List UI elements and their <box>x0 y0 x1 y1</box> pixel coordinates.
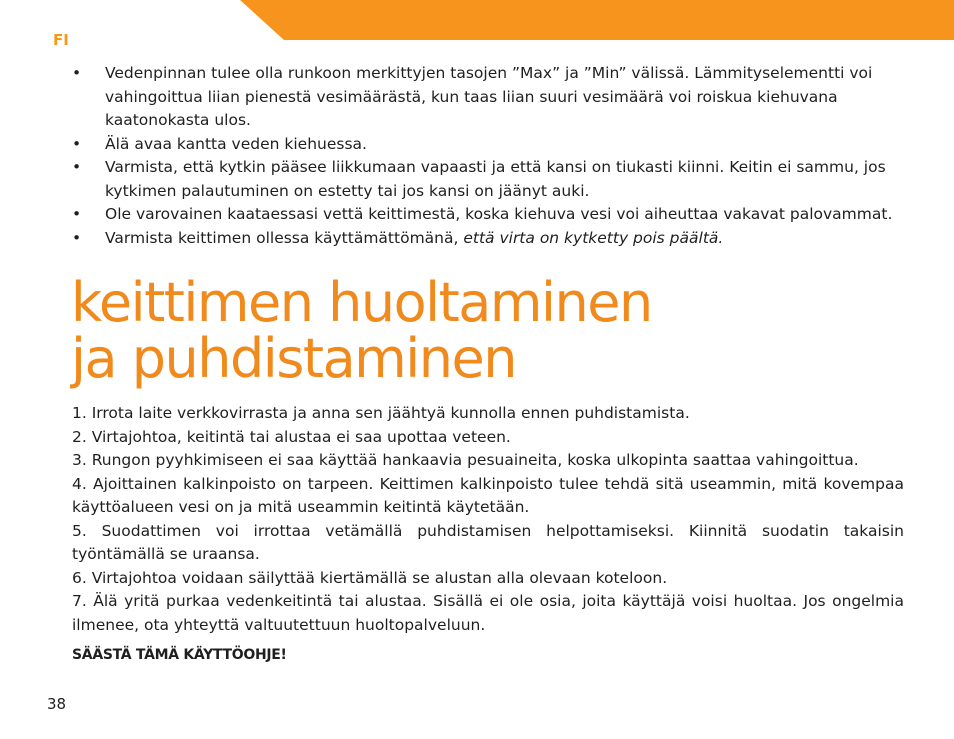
list-item <box>72 203 904 227</box>
warning-list <box>72 62 904 250</box>
header-banner <box>0 0 954 40</box>
step-item: 3. Rungon pyyhkimiseen ei saa käyttää hankaavia pesuaineita, koska ulkopinta saattaa vahingoittua. <box>72 451 859 469</box>
save-instructions-note: SÄÄSTÄ TÄMÄ KÄYTTÖOHJE! <box>72 647 287 663</box>
step-item: 7. Älä yritä purkaa vedenkeitintä tai alustaa. Sisällä ei ole osia, joita käyttäjä voisi huoltaa. Jos ongelmia ilmenee, ota yhteyttä valtuutettuun huoltopalveluun. <box>72 592 904 634</box>
warning-text: Älä avaa kantta veden kiehuessa. <box>105 134 367 153</box>
warning-text-italic: että virta on kytketty pois päältä. <box>463 228 724 247</box>
step-item: 2. Virtajohtoa, keitintä tai alustaa ei saa upottaa veteen. <box>72 427 511 446</box>
bullet-icon: • <box>72 134 82 153</box>
list-item <box>72 133 904 157</box>
warning-text: Vedenpinnan tulee olla runkoon merkittyjen tasojen ”Max” ja ”Min” välissä. Lämmityselementti voi vahingoittua liian pienestä vesimäärästä, kun taas liian suuri vesimäärä voi roiskua kiehuvana kaatonokasta ulos. <box>105 64 873 129</box>
list-item <box>72 156 904 203</box>
bullet-icon: • <box>72 64 82 82</box>
section-title-line-1: keittimen huoltaminen <box>71 271 652 334</box>
step-item: 5. Suodattimen voi irrottaa vetämällä puhdistamisen helpottamiseksi. Kiinnitä suodatin takaisin työntämällä se uraansa. <box>72 521 904 563</box>
maintenance-steps <box>72 402 904 637</box>
step-item: 4. Ajoittainen kalkinpoisto on tarpeen. Keittimen kalkinpoisto tulee tehdä sitä useammin, mitä kovempaa käyttöalueen vesi on ja mitä useammin keitintä käytetään. <box>72 474 904 516</box>
bullet-icon: • <box>72 158 82 176</box>
warning-text-plain: Varmista keittimen ollessa käyttämättömänä, <box>105 228 464 247</box>
list-item <box>72 227 904 251</box>
step-item: 6. Virtajohtoa voidaan säilyttää kiertämällä se alustan alla olevaan koteloon. <box>72 568 668 587</box>
warning-text: Ole varovainen kaataessasi vettä keittimestä, koska kiehuva vesi voi aiheuttaa vakavat palovammat. <box>105 205 893 223</box>
warning-text: Varmista, että kytkin pääsee liikkumaan vapaasti ja että kansi on tiukasti kiinni. Keitin ei sammu, jos kytkimen palautuminen on estetty tai jos kansi on jäänyt auki. <box>105 158 886 200</box>
orange-banner-shape <box>240 0 954 40</box>
section-title <box>71 271 901 390</box>
language-code: FI <box>53 31 69 49</box>
section-title-line-2: ja puhdistaminen <box>71 327 516 390</box>
page-number: 38 <box>47 695 67 713</box>
bullet-icon: • <box>72 228 82 247</box>
step-item: 1. Irrota laite verkkovirrasta ja anna sen jäähtyä kunnolla ennen puhdistamista. <box>72 404 690 422</box>
list-item <box>72 62 904 133</box>
bullet-icon: • <box>72 205 82 223</box>
